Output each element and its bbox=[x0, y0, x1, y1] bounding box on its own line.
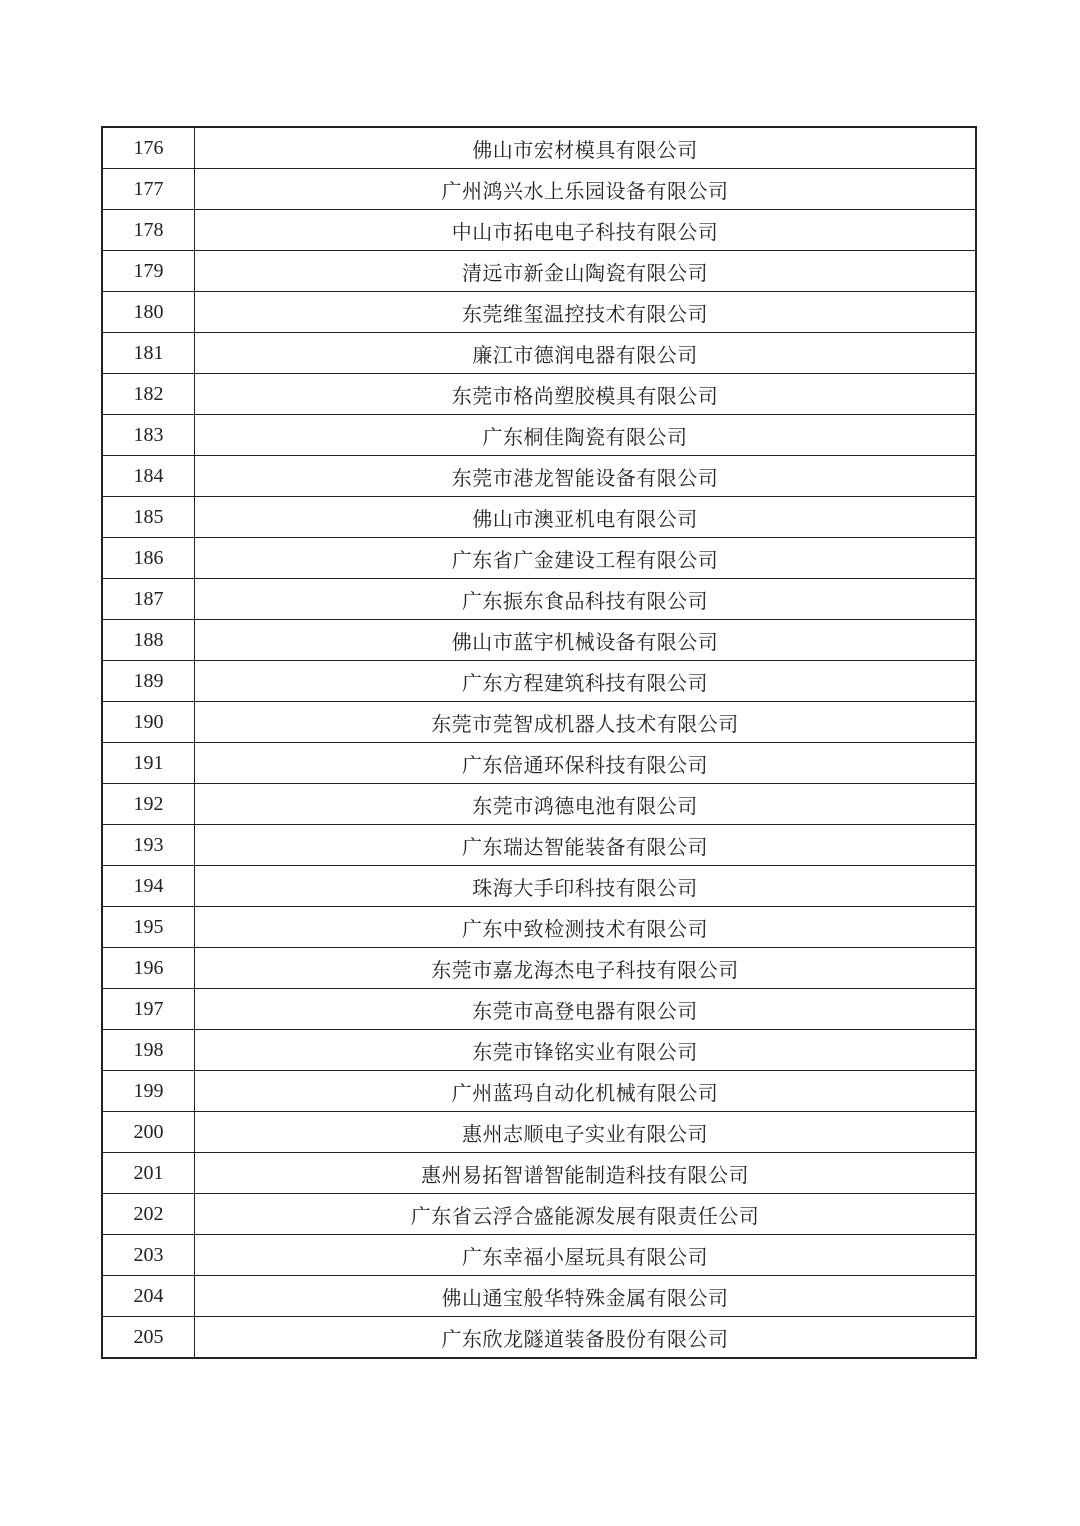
company-name-cell: 东莞市高登电器有限公司 bbox=[195, 989, 977, 1030]
table-row bbox=[102, 1030, 976, 1071]
company-name-cell: 惠州志顺电子实业有限公司 bbox=[195, 1112, 977, 1153]
table-row bbox=[102, 948, 976, 989]
row-number-cell: 204 bbox=[102, 1276, 195, 1317]
row-number-cell: 187 bbox=[102, 579, 195, 620]
company-name-cell: 广东中致检测技术有限公司 bbox=[195, 907, 977, 948]
row-number-cell: 183 bbox=[102, 415, 195, 456]
row-number-cell: 192 bbox=[102, 784, 195, 825]
table-row bbox=[102, 1235, 976, 1276]
table-row bbox=[102, 1153, 976, 1194]
table-row bbox=[102, 1112, 976, 1153]
company-name-cell: 清远市新金山陶瓷有限公司 bbox=[195, 251, 977, 292]
table-row bbox=[102, 702, 976, 743]
table-row bbox=[102, 907, 976, 948]
row-number-cell: 182 bbox=[102, 374, 195, 415]
row-number-cell: 184 bbox=[102, 456, 195, 497]
company-name-cell: 东莞市格尚塑胶模具有限公司 bbox=[195, 374, 977, 415]
company-name-cell: 广东省广金建设工程有限公司 bbox=[195, 538, 977, 579]
table-row bbox=[102, 1317, 976, 1359]
table-row bbox=[102, 210, 976, 251]
row-number-cell: 186 bbox=[102, 538, 195, 579]
row-number-cell: 189 bbox=[102, 661, 195, 702]
company-name-cell: 广东方程建筑科技有限公司 bbox=[195, 661, 977, 702]
company-name-cell: 佛山通宝般华特殊金属有限公司 bbox=[195, 1276, 977, 1317]
table-row bbox=[102, 127, 976, 169]
table-row bbox=[102, 456, 976, 497]
company-name-cell: 东莞市莞智成机器人技术有限公司 bbox=[195, 702, 977, 743]
row-number-cell: 193 bbox=[102, 825, 195, 866]
table-row bbox=[102, 1071, 976, 1112]
table-row bbox=[102, 497, 976, 538]
row-number-cell: 205 bbox=[102, 1317, 195, 1359]
row-number-cell: 203 bbox=[102, 1235, 195, 1276]
company-name-cell: 广州蓝玛自动化机械有限公司 bbox=[195, 1071, 977, 1112]
row-number-cell: 177 bbox=[102, 169, 195, 210]
company-name-cell: 佛山市宏材模具有限公司 bbox=[195, 127, 977, 169]
company-name-cell: 廉江市德润电器有限公司 bbox=[195, 333, 977, 374]
table-row bbox=[102, 1276, 976, 1317]
company-name-cell: 东莞市嘉龙海杰电子科技有限公司 bbox=[195, 948, 977, 989]
company-name-cell: 广东桐佳陶瓷有限公司 bbox=[195, 415, 977, 456]
company-name-cell: 中山市拓电电子科技有限公司 bbox=[195, 210, 977, 251]
row-number-cell: 199 bbox=[102, 1071, 195, 1112]
table-row bbox=[102, 620, 976, 661]
row-number-cell: 180 bbox=[102, 292, 195, 333]
row-number-cell: 196 bbox=[102, 948, 195, 989]
table-row bbox=[102, 579, 976, 620]
row-number-cell: 178 bbox=[102, 210, 195, 251]
table-row bbox=[102, 661, 976, 702]
row-number-cell: 190 bbox=[102, 702, 195, 743]
row-number-cell: 201 bbox=[102, 1153, 195, 1194]
table-row bbox=[102, 292, 976, 333]
table-row bbox=[102, 169, 976, 210]
table-body bbox=[102, 127, 976, 1358]
company-name-cell: 广州鸿兴水上乐园设备有限公司 bbox=[195, 169, 977, 210]
company-name-cell: 东莞维玺温控技术有限公司 bbox=[195, 292, 977, 333]
company-name-cell: 广东倍通环保科技有限公司 bbox=[195, 743, 977, 784]
row-number-cell: 195 bbox=[102, 907, 195, 948]
company-list-table bbox=[101, 126, 977, 1359]
row-number-cell: 197 bbox=[102, 989, 195, 1030]
table-row bbox=[102, 374, 976, 415]
table-row bbox=[102, 866, 976, 907]
table-row bbox=[102, 251, 976, 292]
row-number-cell: 179 bbox=[102, 251, 195, 292]
company-name-cell: 广东欣龙隧道装备股份有限公司 bbox=[195, 1317, 977, 1359]
company-name-cell: 珠海大手印科技有限公司 bbox=[195, 866, 977, 907]
table-row bbox=[102, 1194, 976, 1235]
company-name-cell: 佛山市蓝宇机械设备有限公司 bbox=[195, 620, 977, 661]
table-row bbox=[102, 784, 976, 825]
table-row bbox=[102, 538, 976, 579]
row-number-cell: 198 bbox=[102, 1030, 195, 1071]
table-row bbox=[102, 333, 976, 374]
company-name-cell: 广东振东食品科技有限公司 bbox=[195, 579, 977, 620]
table-row bbox=[102, 989, 976, 1030]
company-name-cell: 东莞市港龙智能设备有限公司 bbox=[195, 456, 977, 497]
table-row bbox=[102, 415, 976, 456]
row-number-cell: 185 bbox=[102, 497, 195, 538]
company-name-cell: 东莞市鸿德电池有限公司 bbox=[195, 784, 977, 825]
row-number-cell: 181 bbox=[102, 333, 195, 374]
row-number-cell: 191 bbox=[102, 743, 195, 784]
company-name-cell: 东莞市锋铭实业有限公司 bbox=[195, 1030, 977, 1071]
row-number-cell: 194 bbox=[102, 866, 195, 907]
table-row bbox=[102, 743, 976, 784]
row-number-cell: 200 bbox=[102, 1112, 195, 1153]
company-name-cell: 广东瑞达智能装备有限公司 bbox=[195, 825, 977, 866]
company-name-cell: 惠州易拓智谱智能制造科技有限公司 bbox=[195, 1153, 977, 1194]
company-name-cell: 广东省云浮合盛能源发展有限责任公司 bbox=[195, 1194, 977, 1235]
row-number-cell: 176 bbox=[102, 127, 195, 169]
table-row bbox=[102, 825, 976, 866]
row-number-cell: 188 bbox=[102, 620, 195, 661]
company-name-cell: 佛山市澳亚机电有限公司 bbox=[195, 497, 977, 538]
company-name-cell: 广东幸福小屋玩具有限公司 bbox=[195, 1235, 977, 1276]
row-number-cell: 202 bbox=[102, 1194, 195, 1235]
